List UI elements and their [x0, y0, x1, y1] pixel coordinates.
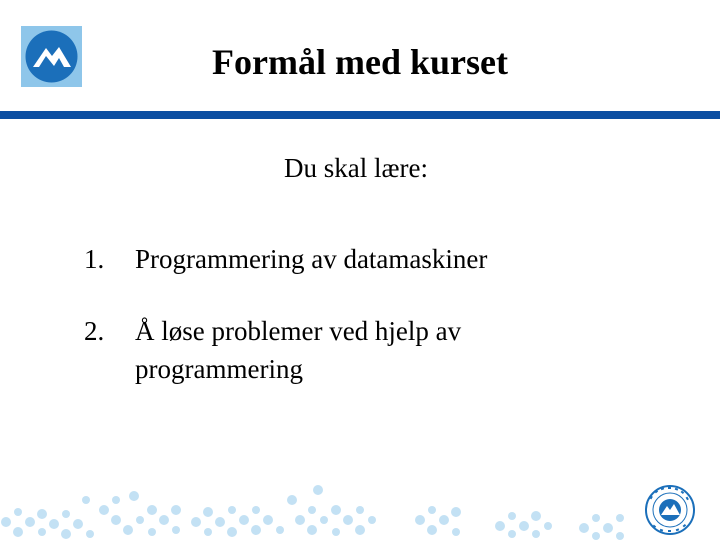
- list-item-number: 1.: [84, 244, 105, 274]
- mountain-logo-icon: [21, 26, 82, 87]
- list-item-number: 2.: [84, 316, 105, 346]
- slide-subtitle: Du skal lære:: [284, 153, 428, 183]
- slide-title: Formål med kurset: [212, 42, 508, 82]
- list-item-text: Programmering av datamaskiner: [135, 244, 488, 274]
- goal-list: [84, 240, 684, 422]
- college-seal-icon: [644, 484, 696, 536]
- title-divider: [0, 111, 720, 119]
- list-item-text: Å løse problemer ved hjelp av programmering: [135, 316, 462, 384]
- decorative-dot-pattern: [0, 470, 640, 540]
- list-item: [84, 312, 684, 388]
- list-item: [84, 240, 684, 278]
